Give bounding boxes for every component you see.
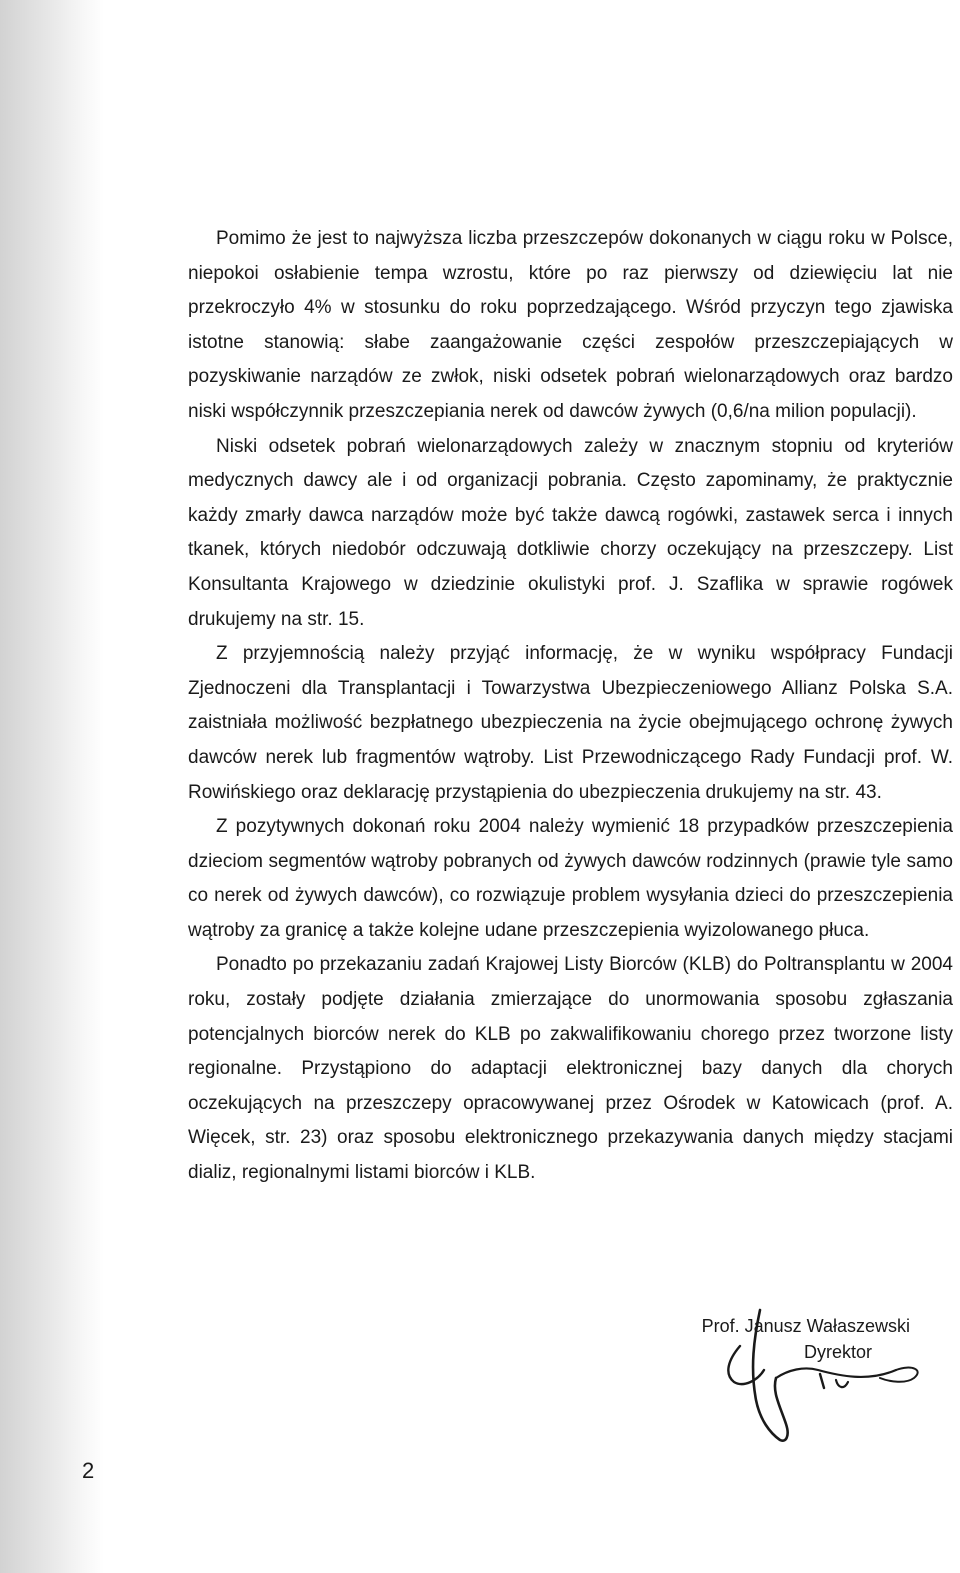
body-text [188, 222, 953, 1191]
page-margin-gradient [0, 0, 104, 1573]
signature-title: Dyrektor [803, 1342, 872, 1362]
paragraph-5: Ponadto po przekazaniu zadań Krajowej Listy Biorców (KLB) do Poltransplantu w 2004 roku, zostały podjęte działania zmierzające do unormowania sposobu zgłaszania potencjalnych biorców nerek do KLB po zakwalifikowaniu chorego przez tworzone listy regionalne. Przystąpiono do adaptacji elektronicznej bazy danych dla chorych oczekujących na przeszczepy opracowywanej przez Ośrodek w Katowicach (prof. A. Więcek, str. 23) oraz sposobu elektronicznego przekazywania danych między stacjami dializ, regionalnymi listami biorców i KLB. [188, 954, 953, 1184]
signature-block [640, 1300, 940, 1450]
page-number: 2 [82, 1458, 95, 1483]
paragraph-1: Pomimo że jest to najwyższa liczba przeszczepów dokonanych w ciągu roku w Polsce, niepokoi osłabienie tempa wzrostu, które po raz pierwszy od dziewięciu lat nie przekroczyło 4% w stosunku do roku poprzedzającego. Wśród przyczyn tego zjawiska istotne stanowią: słabe zaangażowanie części zespołów przeszczepiających w pozyskiwanie narządów ze zwłok, niski odsetek pobrań wielonarządowych oraz bardzo niski współczynnik przeszczepiania nerek od dawców żywych (0,6/na milion populacji). [188, 228, 953, 422]
paragraph-3: Z przyjemnością należy przyjąć informację, że w wyniku współpracy Fundacji Zjednoczeni dla Transplantacji i Towarzystwa Ubezpieczeniowego Allianz Polska S.A. zaistniała możliwość bezpłatnego ubezpieczenia na życie obejmującego ochronę żywych dawców nerek lub fragmentów wątroby. List Przewodniczącego Rady Fundacji prof. W. Rowińskiego oraz deklarację przystąpienia do ubezpieczenia drukujemy na str. 43. [188, 643, 953, 803]
signature-name: Prof. Janusz Wałaszewski [701, 1316, 910, 1336]
paragraph-4: Z pozytywnych dokonań roku 2004 należy wymienić 18 przypadków przeszczepienia dzieciom segmentów wątroby pobranych od żywych dawców rodzinnych (prawie tyle samo co nerek od żywych dawców), co rozwiązuje problem wysyłania dzieci do przeszczepienia wątroby za granicę a także kolejne udane przeszczepienia wyizolowanego płuca. [188, 816, 953, 941]
paragraph-2: Niski odsetek pobrań wielonarządowych zależy w znacznym stopniu od kryteriów medycznych dawcy ale i od organizacji pobrania. Często zapominamy, że praktycznie każdy zmarły dawca narządów może być także dawcą rogówki, zastawek serca i innych tkanek, których niedobór odczuwają dotkliwie chorzy oczekujący na przeszczepy. List Konsultanta Krajowego w dziedzinie okulistyki prof. J. Szaflika w sprawie rogówek drukujemy na str. 15. [188, 435, 953, 630]
